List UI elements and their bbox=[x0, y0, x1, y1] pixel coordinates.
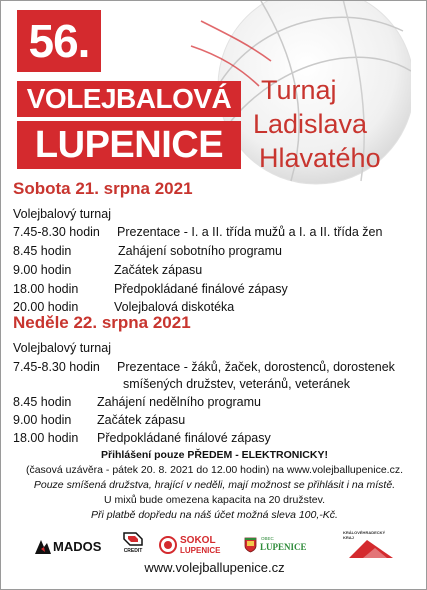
schedule-time: 18.00 hodin bbox=[13, 431, 79, 445]
sponsor-obec-text: LUPENICE bbox=[260, 542, 307, 552]
sponsor-obec-small: OBEC bbox=[261, 536, 274, 541]
mados-mark-icon bbox=[35, 540, 51, 554]
edition-number: 56. bbox=[17, 10, 101, 72]
tournament-name-line: Hlavatého bbox=[259, 143, 381, 173]
sponsor-mados-logo bbox=[35, 539, 111, 555]
sponsor-sokol-logo bbox=[159, 534, 231, 556]
tournament-name-line: Turnaj bbox=[261, 75, 337, 105]
sponsor-kraj-line1: KRÁLOVÉHRADECKÝ bbox=[343, 530, 386, 535]
schedule-time: 9.00 hodin bbox=[13, 263, 72, 277]
title-line-1: VOLEJBALOVÁ bbox=[17, 81, 241, 117]
website-url[interactable]: www.volejballupenice.cz bbox=[144, 560, 285, 575]
sponsor-sokol-line1: SOKOL bbox=[180, 535, 216, 546]
schedule-time: 7.45-8.30 hodin bbox=[13, 360, 100, 374]
schedule-event: Volejbalová diskotéka bbox=[114, 300, 235, 314]
coat-of-arms-icon bbox=[244, 537, 257, 553]
schedule-event: Předpokládané finálové zápasy bbox=[97, 431, 271, 445]
schedule-time: 8.45 hodin bbox=[13, 395, 72, 409]
note-line: Při platbě dopředu na náš účet možná sleva 100,-Kč. bbox=[91, 509, 338, 521]
title-line-2: LUPENICE bbox=[17, 121, 241, 169]
schedule-time: 7.45-8.30 hodin bbox=[13, 225, 100, 239]
sunday-heading: Neděle 22. srpna 2021 bbox=[13, 313, 191, 332]
sponsor-kraj-line2: KRAJ bbox=[343, 535, 354, 540]
sunday-subheading: Volejbalový turnaj bbox=[13, 341, 111, 355]
schedule-time: 18.00 hodin bbox=[13, 282, 79, 296]
sponsor-mados-text: MADOS bbox=[53, 539, 102, 554]
schedule-event: smíšených družstev, veteránů, veteránek bbox=[123, 377, 350, 391]
sponsor-sokol-line2: LUPENICE bbox=[180, 546, 221, 555]
schedule-event: Zahájení sobotního programu bbox=[118, 244, 282, 258]
sponsor-credit-text: CREDIT bbox=[123, 548, 143, 554]
credit-mark-icon bbox=[122, 531, 144, 547]
note-line: Přihlášení pouze PŘEDEM - ELEKTRONICKY! bbox=[101, 449, 328, 461]
sponsor-obec-logo bbox=[244, 536, 320, 556]
schedule-event: Zahájení nedělního programu bbox=[97, 395, 262, 409]
saturday-subheading: Volejbalový turnaj bbox=[13, 207, 111, 221]
registration-notes bbox=[1, 448, 427, 523]
schedule-event: Prezentace - žáků, žaček, dorostenců, dorostenek bbox=[117, 360, 395, 374]
schedule-time: 20.00 hodin bbox=[13, 300, 79, 314]
note-line: U mixů bude omezena kapacita na 20 družstev. bbox=[103, 494, 325, 506]
saturday-heading: Sobota 21. srpna 2021 bbox=[13, 179, 193, 198]
schedule-event: Předpokládané finálové zápasy bbox=[114, 282, 288, 296]
note-line: (časová uzávěra - pátek 20. 8. 2021 do 12.00 hodin) na www.volejballupenice.cz. bbox=[25, 464, 404, 476]
sponsor-kraj-logo bbox=[331, 530, 411, 558]
schedule-event: Začátek zápasu bbox=[97, 413, 186, 427]
sponsor-credit-logo bbox=[120, 531, 146, 557]
tournament-name bbox=[253, 73, 423, 175]
schedule-event: Prezentace - I. a II. třída mužů a I. a II. třída žen bbox=[117, 225, 383, 239]
schedule-time: 8.45 hodin bbox=[13, 244, 72, 258]
schedule-time: 9.00 hodin bbox=[13, 413, 72, 427]
sokol-emblem-icon bbox=[159, 536, 177, 554]
note-line: Pouze smíšená družstva, hrající v neděli, mají možnost se přihlásit i na místě. bbox=[33, 479, 396, 491]
tournament-name-line: Ladislava bbox=[253, 109, 368, 139]
schedule-event: Začátek zápasu bbox=[114, 263, 203, 277]
kraj-mark-icon bbox=[349, 540, 393, 558]
